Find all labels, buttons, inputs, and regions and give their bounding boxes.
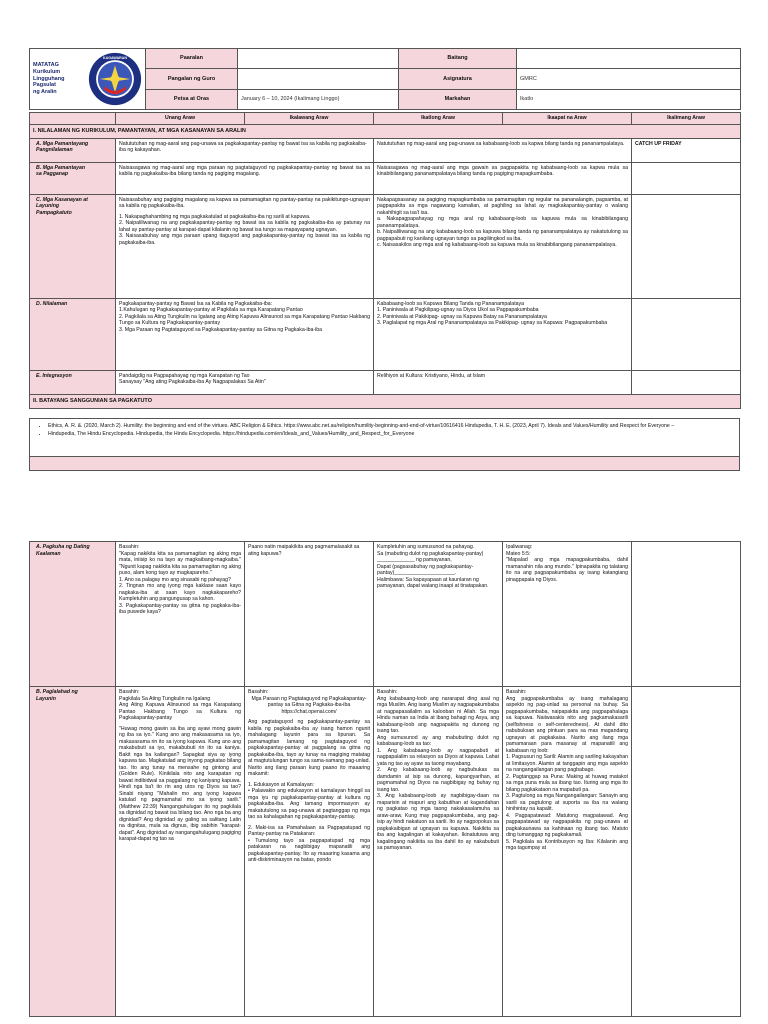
lesson-content-table xyxy=(29,112,741,409)
markahan-value: Ikatlo xyxy=(517,89,741,109)
day-header: Ikaapat na Araw xyxy=(503,113,632,125)
cell-text: Naisasagawa ng mag-aaral ang mga paraan ng pagtataguyod ng pagkakapantay-pantay ng bawat isa sa kabila ng pagkakaiba-iba bilang tanda ng pagiging magalang. xyxy=(116,162,374,194)
table-row xyxy=(30,298,741,370)
paaralan-label: Paaralan xyxy=(146,49,238,69)
day-header: Unang Araw xyxy=(116,113,245,125)
cell-text: Basahin: Ang kababaang-loob ang nararapat ding asal ng mga Muslim. Ang isang Muslim ay nagpapakumbaba at nagpapasailalim sa kalooban ni Allah. Sa mga Hindu naman sa India at ibang bahagi ng Asya, ang kababaang-loob ang nagpapakita ng dunong ng isang tao. Ang sumusunod ay ang mabubuting dulot ng kababaang-loob sa tao: 1. Ang kababaang-loob ay nagpapabuti at nagpapalalim sa relasyon sa Diyos at kapuwa. Lahat yata ng tao ay ayaw sa taong mayabang. 2. Ang kababaang-loob ay nagbubukas sa damdamin at isip sa dunong, kapangyarihan, at pagmamahal ng Diyos na nagbibigay ng buhay ng isang tao. 3. Ang kababaang-loob ay nagbibigay-daan na maparisin at mapuri ang kabutihan at kagandahan ng pagkatao ng mga taong nakakasalamuha sa araw-araw. Kung may pagpapakumbaba, ang pag-isip ay hindi nakatuon sa sarili. Ito ay nagpopokus sa pagkakaibigan at ugnayan sa kapuwa. Nakikita sa iba ang kagalingan at kakayahan. Ikinatutuwa ang kagalingang nakikita sa iba dahil ito ay nakabubuti sa pamayanan. xyxy=(374,687,503,1017)
row-label: A. Pagkuha ng Dating Kaalaman xyxy=(30,542,116,687)
asignatura-label: Asignatura xyxy=(399,69,517,89)
blank-pink-row xyxy=(30,457,740,471)
cell-text: Nakapagsasanay sa pagiging mapagkumbaba sa pamamagitan ng regular na pananalangin, pagsamba, at pagpapakita sa mga nagawang kamalian, at paghiling sa lahat ay magkakapantay-pantay o walang nakahihigit sa isa't isa. a. Nakapagpapahayag ng mga aral ng kababaang-loob sa kapuwa mula sa kinabibilangang pananampalataya. b. Naipaliliwanag na ang kababaang-loob sa kapuwa bilang tanda ng pananampalataya ay nakatutulong sa pagpapabuti ng kanilang ugnayan tungo sa pagiliingkod sa iba. c. Naisasakilos ang mga aral ng kababaang-loob sa kapuwa mula sa kinabibilangang pananampalataya. xyxy=(374,194,632,298)
reference-item: • Ethics, A. R. &. (2020, March 2). Humility: the beginning and end of the virtues. ABC Religion & Ethics. https://www.abc.net.au/religion/humility-beginning-and-end-of-virtue/10616416 Hindupedia, T. H. E. (2023, April 7). Ideals and Values/Humility and Respect for Everyone – xyxy=(48,423,733,430)
petsa-label: Petsa at Oras xyxy=(146,89,238,109)
cell-text: Pandaigdig na Pagpapahayag ng mga Karapatan ng Tao Sanaysay "Ang ating Pagkakaiba-iba Ay Nagpapalakas Sa Atin" xyxy=(116,370,374,394)
cell-text: Naisasagawa ng mag-aaral ang mga gawain sa pagpapakita ng kababaang-loob sa kapwa mula sa kinabibilangang pananampalataya bilang tanda ng pagiging mapagkumbaba. xyxy=(374,162,632,194)
cell-text: Kababaang-loob sa Kapuwa Bilang Tanda ng Pananampalataya 1. Paniniwala at Pagkilipag-ugnay sa Diyos Ukol sa Pagpapakumbaba 2. Paniniwala at Pakikipag- ugnay sa Kapuwa Batay sa Pananampalataya 3. Paglalapat ng mga Aral ng Pananampalataya sa Pakikipag- ugnay sa Kapuwa: Pagpapakumbaba xyxy=(374,298,632,370)
table-row xyxy=(30,542,741,687)
deped-seal-logo xyxy=(88,52,142,106)
cell-text: Relihiyon at Kultura: Kristiyano, Hindu, at Islam xyxy=(374,370,632,394)
table-row xyxy=(30,162,741,194)
baitang-value xyxy=(517,49,741,69)
cell-text: Kumpletuhin ang sumusunod na pahayag. Sa (mabuting dulot ng pagkakapantay-pantay) _____________ ng pamayanan, Dapat (pagsasabuhay ng pagkakapantay- pantay)_____________________. Halimbawa: Sa kapayapaan at kaunlaran ng pamayanan, dapat walang inaapi at tinatapakan. xyxy=(374,542,503,687)
cell-text: Ipaliwanag: Mateo 5:5: "Mapalad ang mga mapagpakumbaba, dahil mamanahin nila ang mundo." Ipinapakita ng talatang ito na ang pagpapakumbaba ay isang katangiang pinagpapala ng Diyos. xyxy=(503,542,632,687)
school-title-cell xyxy=(30,49,146,110)
day-header: Ikatlong Araw xyxy=(374,113,503,125)
curriculum-title: MATATAG Kurikulum Lingguhang Pagsulat ng Aralin xyxy=(33,61,65,96)
reference-item: • Hindupedia, The Hindu Encyclopedia. Hindupedia, the Hindu Encyclopedia. https://hindupedia.com/en/Ideals_and_Values/Humility_and_Respect_for_Everyone xyxy=(48,431,733,438)
references-list xyxy=(36,423,733,437)
day-header: Ikalawang Araw xyxy=(245,113,374,125)
row-label: B. Mga Pamantayan sa Pagganap xyxy=(30,162,116,194)
guro-label: Pangalan ng Guro xyxy=(146,69,238,89)
lesson-header-table xyxy=(29,48,741,110)
petsa-value: January 6 – 10, 2024 (Ikalimang Linggo) xyxy=(238,89,399,109)
row-label: E. Integrasyon xyxy=(30,370,116,394)
table-row xyxy=(30,370,741,394)
paaralan-value xyxy=(238,49,399,69)
row-label: C. Mga Kasanayan at Layuning Pampagkatuto xyxy=(30,194,116,298)
section-1-title: I. NILALAMAN NG KURIKULUM, PAMANTAYAN, AT MGA KASANAYAN SA ARALIN xyxy=(30,125,741,139)
cell-text: Pagkakapantay-pantay ng Bawat Isa sa Kabila ng Pagkakaiba-iba: 1.Kahulugan ng Pagkakapantay-pantay at Pagkilala sa mga Karapatang Pantao 2. Pagkilala sa Ating Tungkulin na Igalang ang Ating Kapuwa Alinsunod sa mga Karapatang Pantao Hakbang Tungo sa Kultura ng Pagkakapantay-pantay 3. Mga Paraan ng Pagtataguyod sa Pagkakapantay-pantay sa Gitna ng Pagkaka-iba-iba xyxy=(116,298,374,370)
catch-up-friday-label: CATCH UP FRIDAY xyxy=(632,138,741,162)
row-label: B. Paglalahad ng Layunin xyxy=(30,687,116,1017)
table-row xyxy=(30,138,741,162)
procedure-table xyxy=(29,541,741,1017)
cell-text: Basahin: "Kapag nakikita kita sa pamamagitan ng aking mga mata, iniisip ko na tayo ay magkaibang-magkaiba." "Ngunit kapag nakikita kita sa pamamagitan ng aking puso, alam kong tayo ay magkapareho." 1. Ano sa palagay mo ang sinasabi ng pahayag? 2. Tingnan mo ang iyong mga kaklase saan kayo nagkaka-iba at saan kayo nagkakapareho? Kumpletuhin ang pangungusap sa kahon. 3. Pagkakapantay-pantay sa gitna ng pagkaka-iba-iba puwede kaya? xyxy=(116,542,245,687)
table-row xyxy=(30,194,741,298)
references-table xyxy=(29,418,740,471)
row-label: A. Mga Pamantayang Pangnilalaman xyxy=(30,138,116,162)
markahan-label: Markahan xyxy=(399,89,517,109)
day-header: Ikalimang Araw xyxy=(632,113,741,125)
section-title-row xyxy=(30,125,741,139)
cell-text: Basahin: Ang pagpapakumbaba ay isang mahalagang aspekto ng pag-unlad sa personal na buhay. Sa pagpapakumbaba, naipapakita ang pagpapahalaga sa kapuwa. Naiiwasakis nito ang pagkamakasarili (selfishness o self-centeredness). At dahil dito nabubuksan ang pintuan para sa mas magandang ugnayan at pagkakaisa. Narito ang ilang mga pamamaraan para masanay at mapanatili ang kababaan ng loob: 1. Pagsusuri ng Sarili: Alamin ang sariling kakayahan at limitasyon. Alamin at tanggapin ang mga aspekto na nangangailangan pang pagbabago. 2. Pagtanggap sa Puna: Making at huwag matakot sa mga puna mula sa ibang tao. Ituring ang mga ito bilang pagkakataon na mapabuti pa. 3. Pagtulong sa mga Nangangailangan: Sanayin ang sarili sa pagtulong at suporta sa iba na walang hinihintay na kapalit. 4. Pagpapatawad: Matutong magpatawad. Ang pagpapatawad ay nagpapakita ng pag-unawa at pagkakaunawa sa kahinaan ng ibang tao. Matuto ding tumanggap ng pagkakamali. 5. Pagkilala sa Kontribusyon ng Iba: Kilalanin ang mga tagumpay at xyxy=(503,687,632,1017)
seal-text: KAGAWARAN xyxy=(103,56,127,61)
day-header-row xyxy=(30,113,741,125)
section-title-row xyxy=(30,394,741,408)
asignatura-value: GMRC xyxy=(517,69,741,89)
table-row xyxy=(30,687,741,1017)
cell-text: Basahin: Mga Paraan ng Pagtataguyod ng Pagkakapantay-pantay sa Gitna ng Pagkaka-iba-iba https://chat.openai.com/ Ang pagtataguyod ng pagkakapantay-pantay sa kabila ng pagkakaiba-iba ay isang hamon ngunit mahalagang layunin para sa lipunan. Sa pamamagitan lamang ng pagtataguyod ng pagkakapantay-pantay at paggalang sa gitna ng pagkakaiba-iba, tayo ay tunay na magiging matatag at magtutulungan tungo sa sama-samang pag-unlad. Narito ang ilang paraan kung paano ito maaaring makamit: 1. Edukasyon at Kamalayan: • Palawakin ang edukasyon at kamalayan hinggil sa mga iyu ng pagkakapantay-pantay at kultura ng pagkakaiba-iba. Ang tamang impormasyon ay makatutulong sa pag-unawa at pagtanggap ng mga tao sa kahalagahan ng pagkakapantay-pantay. 2. Maki-isa sa Pamahalaan sa Pagpapatupad ng Pantay-pantay na Patakaran: • Tumulong tayo sa pagpapatupad ng mga patakaran na nagbibigay mapanatili ang pagkakapantay-pantay. Ito ay maaaring kasama ang anti-diskriminasyon na batas, pondo xyxy=(245,687,374,1017)
cell-text: Paano natin maipakikita ang pagmamalasakit sa ating kapuwa? xyxy=(245,542,374,687)
cell-text: Basahin: Pagkilala Sa Ating Tungkulin na Igalang Ang Ating Kapuwa Alinsunod sa mga Karapatang Pantao Hakbang Tungo sa Kultura ng Pagkakapantay-pantay "Huwag mong gawin sa iba ang ayaw mong gawin ng iba sa iyo." Kung ano ang makasasama sa iyo, makasasama rin ito sa iyong kapuwa. Kung ano ang makabubuti sa iyo, makabubuti rin ito sa kaniya. Bakit nga ba kailangan? Sapagkat siya ay iyong kapuwa tao. Magkatulad ang inyong pagkatao bilang tao. Ito ang tunay na mensahe ng gintong aral (Golden Rule). Kinikilala nito ang karapatan ng bawat indibidwal sa paggalang ng kaniyang kapuwa. Hindi nga ba't ito rin ang utos ng Diyos sa tao? Sinabi niyang "Mahalin mo ang iyong kapuwa katulad ng pagmamahal mo sa iyong sarili." (Matthew 22:39) Nangangahulugan ito ng pagkilala sa dignidad ng bawat isa bilang tao. Ano nga ba ang dignidad? Ang dignidad ay galing sa salitang Latin na dignitas, mula sa dignus, ibig sabihin "karapat-dapat". Ang dignidad ay nangangahulugang pagiging karapat-dapat ng tao sa xyxy=(116,687,245,1017)
cell-text: Natututuhan ng mag-aaral ang pag-unawa sa kababaang-loob sa kapwa bilang tanda ng pananampalataya. xyxy=(374,138,632,162)
cell-text: Naisasabuhay ang pagiging magalang sa kapwa sa pamamagitan ng pantay-pantay na pakikitungo-ugnayan sa kabila ng pagkakaiba-iba. 1. Nakapaghahambing ng mga pagkakatulad at pagkakaiba-iba ng sarili at kapuwa. 2. Naipaliliwanag na ang pagkakapantay-pantay ng bawat isa sa kabila ng pagkakaiba-iba ay patunay na lahat ay pantay-pantay at karapat-dapat kilalanin ng bawat isa tungo sa mapayapang ugnayan. 3. Naisasabuhay ang mga paraan upang itaguyod ang pagkakapantay-pantay ng bawat isa sa kabila ng pagkakaiba-iba. xyxy=(116,194,374,298)
cell-text: Natututuhan ng mag-aaral ang pag-unawa sa pagkakapantay-pantay ng bawat isa sa kabila ng pagkakaiba-iba ng kakayahan. xyxy=(116,138,374,162)
guro-value xyxy=(238,69,399,89)
references-cell xyxy=(30,419,740,457)
row-label: D. Nilalaman xyxy=(30,298,116,370)
section-2-title: II. BATAYANG SANGGUNIAN SA PAGKATUTO xyxy=(30,394,741,408)
baitang-label: Baitang xyxy=(399,49,517,69)
